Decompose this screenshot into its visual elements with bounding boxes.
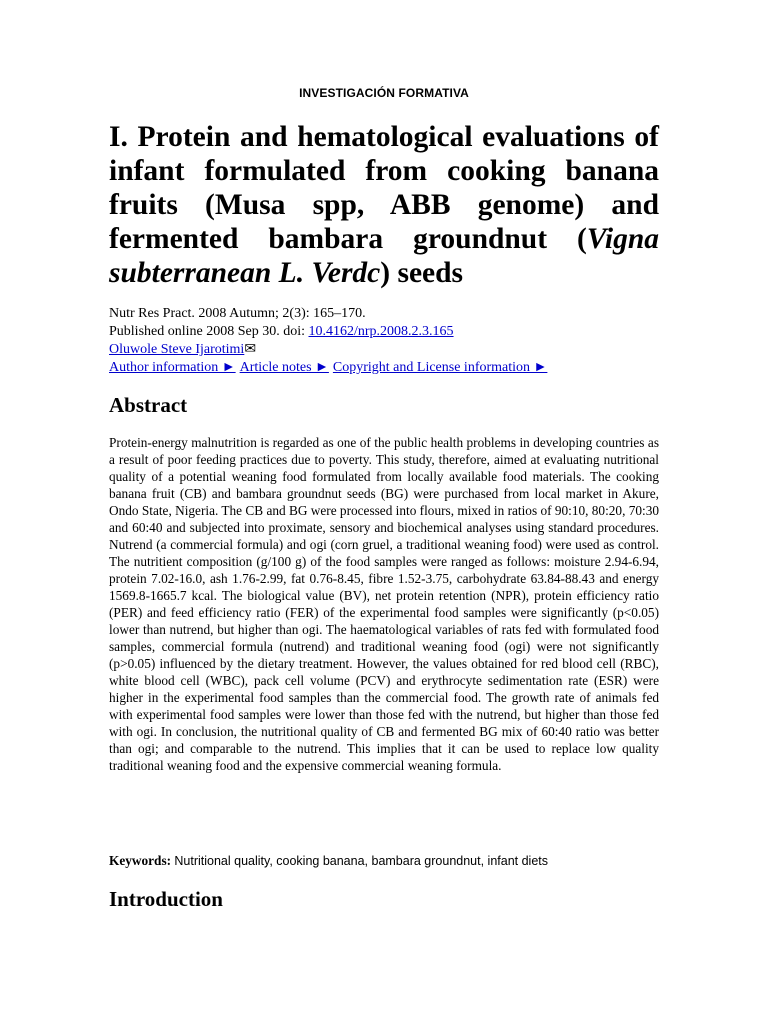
author-line — [109, 341, 659, 359]
keywords-line — [109, 852, 669, 870]
abstract-text: Protein-energy malnutrition is regarded as one of the public health problems in developing countries as a result of poor feeding practices due to poverty. This study, therefore, aimed at evaluating nutritional quality of a potential weaning food formulated from locally available food materials. The cooking banana fruit (CB) and bambara groundnut seeds (BG) were purchased from local market in Akure, Ondo State, Nigeria. The CB and BG were processed into flours, mixed in ratios of 90:10, 80:20, 70:30 and 60:40 and subjected into proximate, sensory and biochemical analyses using standard procedures. Nutrend (a commercial formula) and ogi (corn gruel, a traditional weaning food) were used as control. The nutritient composition (g/100 g) of the food samples were ranged as follows: moisture 2.94-6.94, protein 7.02-16.0, ash 1.76-2.99, fat 0.76-8.45, fibre 1.52-3.75, carbohydrate 63.84-88.43 and energy 1569.8-1665.7 kcal. The biological value (BV), net protein retention (NPR), protein efficiency ratio (PER) and feed efficiency ratio (FER) of the experimental food samples were significantly (p<0.05) lower than nutrend, but higher than ogi. The haematological variables of rats fed with formulated food samples, commercial formula (nutrend) and traditional weaning food (ogi) were not significantly (p>0.05) influenced by the dietary treatment. However, the values obtained for red blood cell (RBC), white blood cell (WBC), pack cell volume (PCV) and erythrocyte sedimentation rate (ESR) were higher in the experimental food samples than the commercial food. The growth rate of animals fed with experimental food samples were lower than those fed with the nutrend, but higher than those fed with ogi. In conclusion, the nutritional quality of CB and fermented BG mix of 60:40 ratio was better than ogi; and comparable to the nutrend. This implies that it can be used to replace low quality traditional weaning food and the expensive commercial weaning formula. — [109, 435, 660, 773]
title-tail: ) seeds — [380, 257, 464, 289]
article-links — [109, 359, 659, 377]
title-italic-species: Vigna subterranean L. Verdc — [109, 223, 659, 289]
email-icon[interactable]: ✉ — [244, 342, 257, 357]
author-link[interactable]: Oluwole Steve Ijarotimi — [109, 342, 245, 357]
keywords-text: Nutritional quality, cooking banana, bambara groundnut, infant diets — [174, 854, 548, 868]
article-meta — [109, 305, 659, 377]
title-main: I. Protein and hematological evaluations of infant formulated from cooking banana fruits (Musa spp, ABB genome) and fermented bambara groundnut ( — [109, 121, 659, 255]
article-notes-link[interactable]: Article notes ► — [239, 360, 329, 375]
author-information-link[interactable]: Author information ► — [109, 360, 236, 375]
doi-link[interactable]: 10.4162/nrp.2008.2.3.165 — [308, 324, 454, 339]
published-label: Published online 2008 Sep 30. doi: — [109, 324, 309, 339]
copyright-license-link[interactable]: Copyright and License information ► — [332, 360, 548, 375]
article-title — [109, 120, 659, 290]
introduction-heading: Introduction — [109, 887, 223, 911]
page-header: INVESTIGACIÓN FORMATIVA — [299, 86, 469, 100]
published-line — [109, 323, 659, 341]
citation-line: Nutr Res Pract. 2008 Autumn; 2(3): 165–170. — [109, 306, 366, 321]
abstract-heading: Abstract — [109, 393, 188, 417]
keywords-label: Keywords: — [109, 853, 172, 868]
